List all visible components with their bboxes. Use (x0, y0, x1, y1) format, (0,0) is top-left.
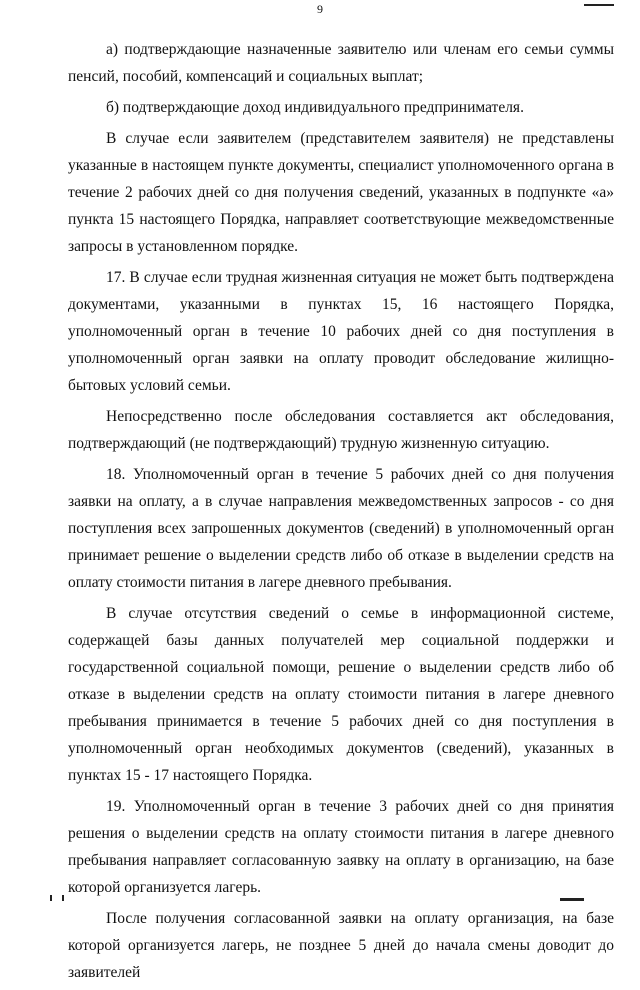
paragraph-a: а) подтверждающие назначенные заявителю или членам его семьи суммы пенсий, пособий, компенсаций и социальных выплат; (68, 41, 614, 85)
document-body (68, 36, 614, 990)
paragraph-after-approval: После получения согласованной заявки на оплату организация, на базе которой организуется лагерь, не позднее 5 дней до начала смены доводит до заявителей (68, 910, 614, 981)
paragraph-requests: В случае если заявителем (представителем заявителя) не представлены указанные в настоящем пункте документы, специалист уполномоченного органа в течение 2 рабочих дней со дня получения сведений, указанных в подпункте «а» пункта 15 настоящего Порядка, направляет соответствующие межведомственные запросы в установленном порядке. (68, 130, 614, 255)
scan-mark-top-right (584, 4, 614, 6)
page-number: 9 (317, 2, 323, 16)
paragraph-no-info: В случае отсутствия сведений о семье в информационной системе, содержащей базы данных получателей мер социальной поддержки и государственной социальной помощи, решение о выделении средств либо об отказе в выделении средств на оплату стоимости питания в лагере дневного пребывания принимается в течение 5 рабочих дней со дня поступления в уполномоченный орган необходимых документов (сведений), указанных в пунктах 15 - 17 настоящего Порядка. (68, 605, 614, 784)
paragraph-18: 18. Уполномоченный орган в течение 5 рабочих дней со дня получения заявки на оплату, а в случае направления межведомственных запросов - со дня поступления всех запрошенных документов (сведений) в уполномоченный орган принимает решение о выделении средств либо об отказе в выделении средств на оплату стоимости питания в лагере дневного пребывания. (68, 466, 614, 591)
scan-mark-bottom-left-2 (62, 895, 64, 901)
scan-mark-bottom-left (50, 895, 52, 901)
paragraph-b: б) подтверждающие доход индивидуального предпринимателя. (106, 99, 524, 116)
paragraph-17: 17. В случае если трудная жизненная ситуация не может быть подтверждена документами, указанными в пунктах 15, 16 настоящего Порядка, уполномоченный орган в течение 10 рабочих дней со дня поступления в уполномоченный орган заявки на оплату проводит обследование жилищно-бытовых условий семьи. (68, 269, 614, 394)
paragraph-inspection-act: Непосредственно после обследования составляется акт обследования, подтверждающий (не подтверждающий) трудную жизненную ситуацию. (68, 408, 614, 452)
paragraph-19: 19. Уполномоченный орган в течение 3 рабочих дней со дня принятия решения о выделении средств на оплату стоимости питания в лагере дневного пребывания направляет согласованную заявку на оплату в организацию, на базе которой организуется лагерь. (68, 798, 614, 896)
